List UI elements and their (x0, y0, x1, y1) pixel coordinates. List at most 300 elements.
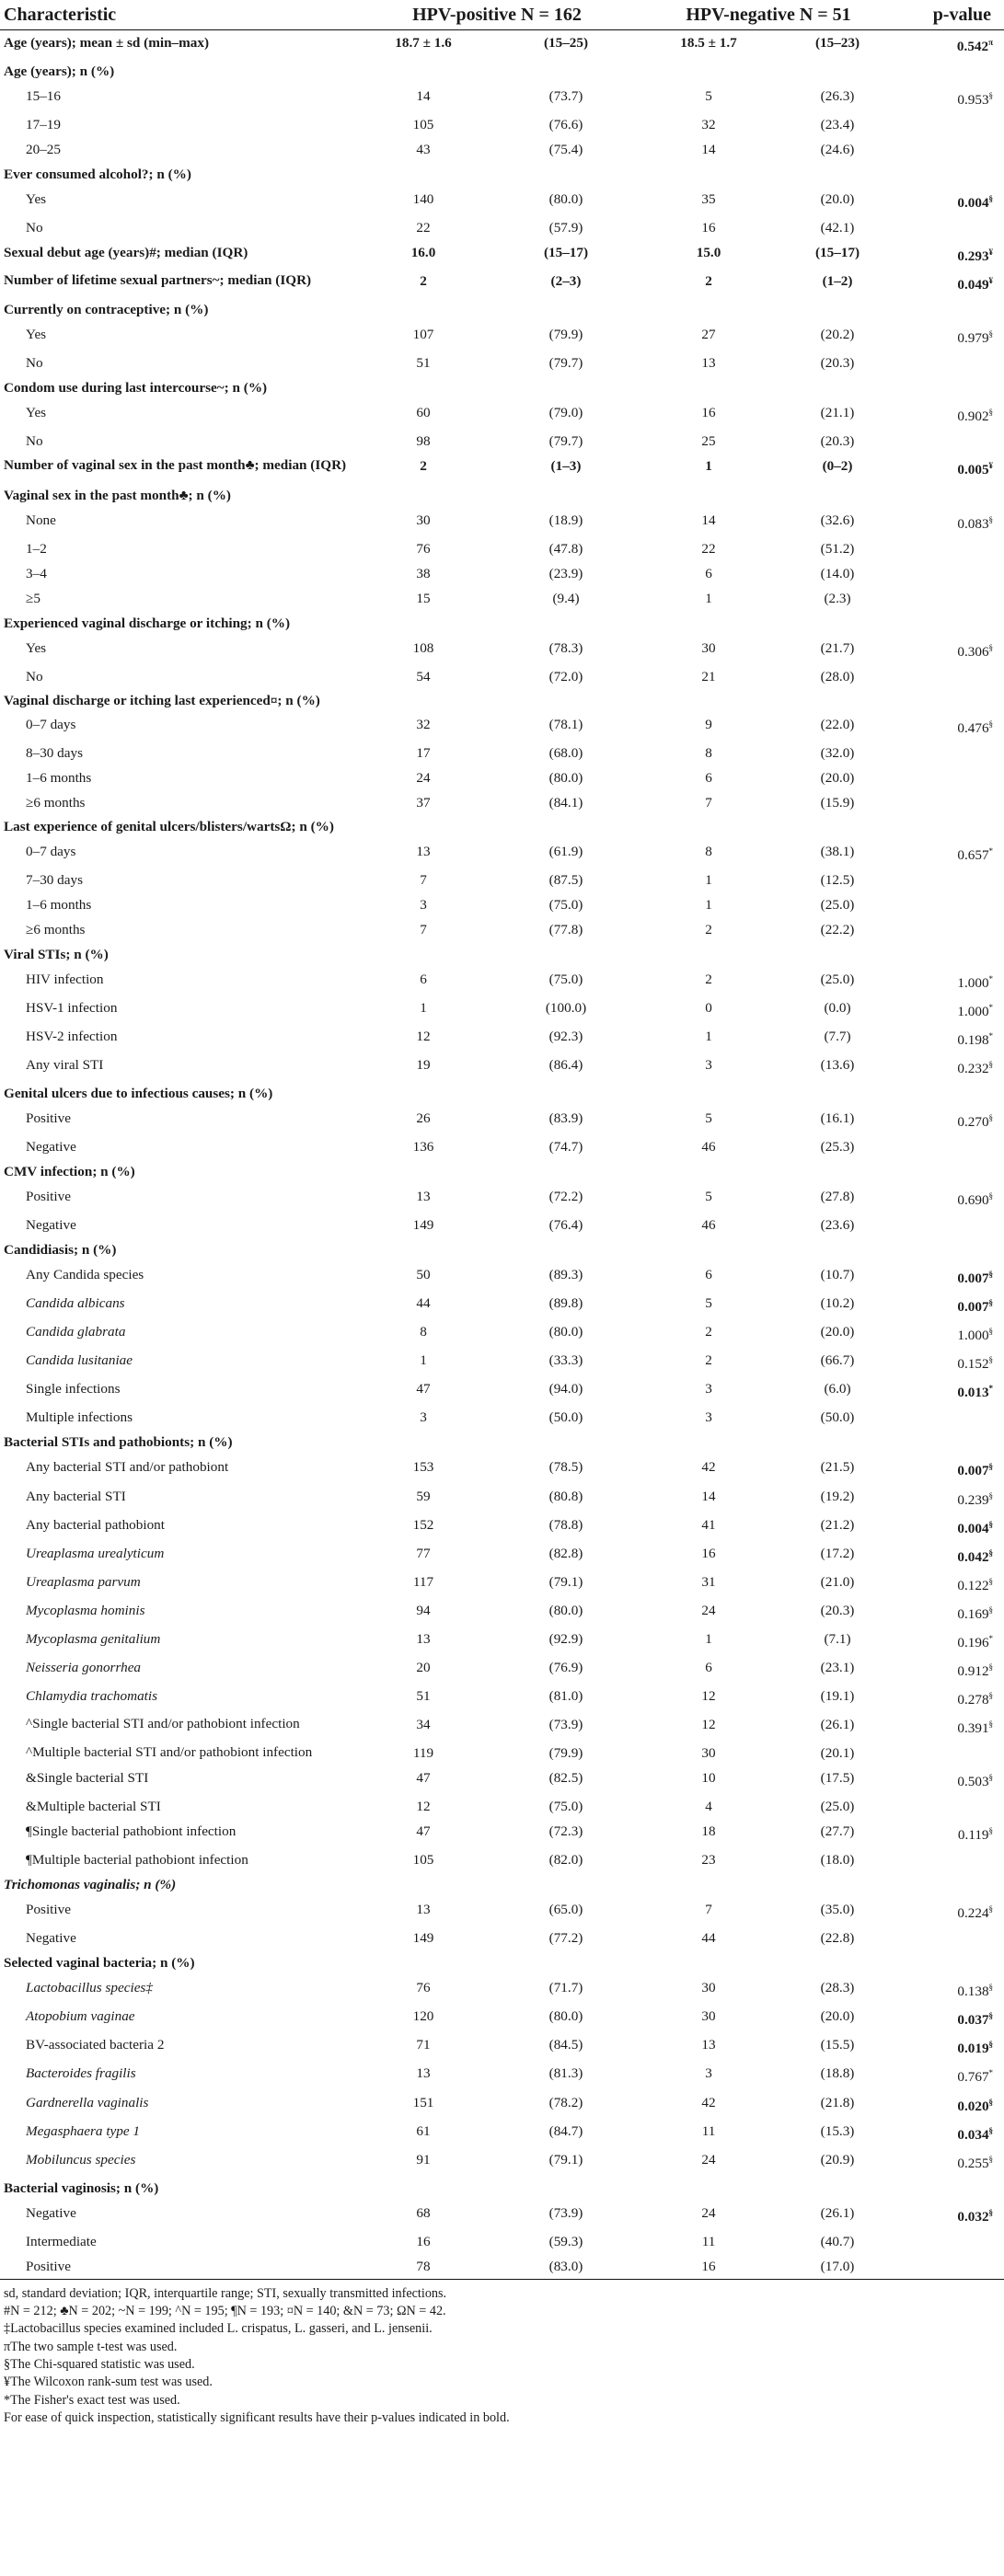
hpv-positive-n: 13 (416, 2065, 431, 2082)
table-row (0, 269, 1004, 297)
hpv-negative-n: 1 (705, 458, 712, 475)
hpv-negative-n: 16 (701, 405, 716, 421)
table-row (0, 967, 1004, 995)
hpv-negative-pct: (20.0) (820, 2008, 855, 2025)
p-value-cell (897, 1541, 1004, 1570)
hpv-negative-n: 30 (701, 1745, 716, 1762)
row-label: Yes (26, 405, 47, 421)
test-symbol: ¥ (988, 461, 994, 471)
row-label: Trichomonas vaginalis; n (%) (4, 1877, 177, 1893)
hpv-positive-n: 152 (412, 1516, 434, 1533)
row-label: Positive (26, 1110, 71, 1126)
table-row (0, 1134, 1004, 1159)
table-row (0, 30, 1004, 60)
hpv-negative-n: 27 (701, 327, 716, 343)
hpv-negative-pct: (28.3) (820, 1980, 855, 1996)
row-label: Selected vaginal bacteria; n (%) (4, 1955, 195, 1972)
p-value: 0.007 (957, 1271, 989, 1287)
row-label: ^Single bacterial STI and/or pathobiont infection (26, 1716, 300, 1731)
table-row (0, 1213, 1004, 1237)
hpv-positive-n: 120 (412, 2008, 434, 2025)
hpv-negative-n: 16 (701, 220, 716, 236)
row-label: No (26, 433, 43, 450)
hpv-negative-n: 12 (701, 1687, 716, 1704)
hpv-positive-pct: (76.9) (548, 1659, 583, 1675)
hpv-positive-n: 26 (416, 1110, 431, 1126)
hpv-negative-n: 30 (701, 2008, 716, 2025)
hpv-positive-n: 51 (416, 1687, 431, 1704)
test-symbol: § (988, 1719, 994, 1729)
table-row (0, 187, 1004, 215)
hpv-positive-pct: (82.0) (548, 1852, 583, 1869)
row-label: Ever consumed alcohol?; n (%) (4, 167, 191, 183)
hpv-positive-pct: (57.9) (548, 220, 583, 236)
row-label: Any bacterial STI and/or pathobiont (26, 1459, 229, 1476)
table-row (0, 1052, 1004, 1081)
p-value: 0.013 (957, 1385, 989, 1401)
test-symbol: § (988, 719, 994, 730)
hpv-negative-n: 11 (701, 2122, 716, 2139)
table-row (0, 1512, 1004, 1541)
table-row (0, 1926, 1004, 1950)
test-symbol: * (988, 845, 994, 856)
hpv-positive-pct: (72.0) (548, 668, 583, 684)
hpv-positive-pct: (80.8) (548, 1488, 583, 1504)
p-value: 0.391 (957, 1720, 989, 1737)
hpv-positive-pct: (75.0) (548, 1799, 583, 1815)
p-value-cell (897, 790, 1004, 815)
p-value-cell (897, 322, 1004, 351)
table-row (0, 137, 1004, 162)
header-hpv-negative: HPV-negative N = 51 (640, 0, 897, 30)
p-value-cell (897, 561, 1004, 586)
row-label: Mobiluncus species (26, 2151, 136, 2168)
hpv-negative-pct: (23.6) (820, 1217, 855, 1234)
test-symbol: § (988, 1662, 994, 1672)
table-row (0, 1598, 1004, 1627)
p-value-cell (897, 1741, 1004, 1765)
hpv-positive-n: 6 (420, 971, 427, 987)
p-value-cell (897, 1655, 1004, 1684)
row-label: 17–19 (26, 117, 61, 133)
p-value: 0.004 (957, 1520, 989, 1536)
row-label: 1–6 months (26, 896, 92, 913)
hpv-negative-pct: (20.3) (820, 355, 855, 372)
hpv-negative-n: 6 (705, 1659, 712, 1675)
hpv-positive-pct: (78.3) (548, 639, 583, 656)
row-label: Multiple infections (26, 1409, 133, 1426)
hpv-positive-pct: (80.0) (548, 191, 583, 208)
hpv-negative-pct: (15–17) (814, 245, 860, 261)
p-value: 0.902 (957, 408, 989, 425)
hpv-positive-n: 50 (416, 1267, 431, 1283)
p-value-cell (897, 1897, 1004, 1926)
p-value-cell (897, 454, 1004, 482)
table-row (0, 1159, 1004, 1184)
hpv-positive-pct: (92.3) (548, 1028, 583, 1044)
p-value-cell (897, 2061, 1004, 2089)
hpv-negative-pct: (18.8) (820, 2065, 855, 2082)
hpv-positive-pct: (2–3) (550, 273, 582, 290)
hpv-positive-pct: (72.2) (548, 1189, 583, 1205)
table-row (0, 1319, 1004, 1348)
table-row (0, 2004, 1004, 2032)
hpv-negative-n: 2 (705, 1352, 712, 1369)
hpv-positive-n: 16.0 (410, 245, 436, 261)
row-label: Sexual debut age (years)#; median (IQR) (4, 245, 248, 261)
hpv-negative-n: 16 (701, 1545, 716, 1561)
table-row (0, 892, 1004, 917)
hpv-negative-n: 11 (701, 2233, 716, 2249)
hpv-positive-n: 16 (416, 2233, 431, 2249)
hpv-negative-n: 22 (701, 540, 716, 557)
hpv-positive-pct: (79.7) (548, 433, 583, 450)
hpv-positive-n: 105 (412, 117, 434, 133)
hpv-positive-pct: (82.8) (548, 1545, 583, 1561)
p-value-cell (897, 112, 1004, 137)
hpv-positive-n: 37 (416, 795, 431, 811)
row-label: Currently on contraceptive; n (%) (4, 302, 209, 318)
row-label: Megasphaera type 1 (26, 2122, 140, 2139)
hpv-negative-n: 3 (705, 2065, 712, 2082)
hpv-positive-n: 34 (416, 1717, 431, 1732)
hpv-negative-pct: (25.3) (820, 1139, 855, 1156)
p-value-cell (897, 1455, 1004, 1483)
p-value-cell (897, 2090, 1004, 2119)
hpv-positive-pct: (9.4) (552, 590, 580, 606)
row-label: &Single bacterial STI (26, 1770, 149, 1787)
hpv-positive-n: 119 (412, 1745, 434, 1762)
hpv-negative-n: 13 (701, 355, 716, 372)
hpv-negative-pct: (20.3) (820, 433, 855, 450)
footnote-line: *The Fisher's exact test was used. (4, 2392, 180, 2408)
p-value-cell (897, 1975, 1004, 2004)
p-value-cell (897, 1926, 1004, 1950)
p-value: 0.476 (957, 720, 989, 737)
p-value: 0.169 (957, 1605, 989, 1622)
p-value: 0.083 (957, 515, 989, 532)
p-value: 0.953 (957, 92, 989, 109)
row-label: Experienced vaginal discharge or itching; n (%) (4, 615, 291, 631)
hpv-negative-n: 5 (705, 1110, 712, 1126)
hpv-positive-n: 61 (416, 2122, 431, 2139)
p-value-cell (897, 1847, 1004, 1872)
test-symbol: § (988, 1191, 994, 1202)
header-characteristic: Characteristic (0, 0, 354, 30)
table-row (0, 689, 1004, 713)
hpv-negative-n: 42 (701, 1459, 716, 1476)
hpv-positive-pct: (80.0) (548, 1324, 583, 1340)
table-row (0, 536, 1004, 561)
hpv-negative-n: 14 (701, 142, 716, 158)
hpv-negative-n: 3 (705, 1056, 712, 1073)
hpv-negative-pct: (27.7) (820, 1823, 855, 1840)
hpv-negative-n: 30 (701, 1980, 716, 1996)
p-value-cell (897, 1291, 1004, 1319)
p-value-cell (897, 1184, 1004, 1213)
hpv-negative-n: 5 (705, 88, 712, 105)
table-row (0, 483, 1004, 508)
p-value-cell (897, 712, 1004, 741)
p-value-cell (897, 536, 1004, 561)
p-value: 0.270 (957, 1114, 989, 1131)
table-row (0, 1262, 1004, 1291)
p-value: 0.034 (957, 2126, 989, 2143)
hpv-negative-pct: (19.2) (820, 1488, 855, 1504)
p-value: 0.122 (957, 1577, 989, 1593)
hpv-negative-pct: (2.3) (824, 590, 851, 606)
hpv-positive-pct: (86.4) (548, 1056, 583, 1073)
row-label: Negative (26, 1930, 76, 1947)
test-symbol: § (988, 2125, 994, 2135)
hpv-negative-pct: (20.1) (820, 1745, 855, 1762)
p-value-cell (897, 2032, 1004, 2061)
row-label: Negative (26, 1139, 76, 1156)
p-value: 1.000 (957, 974, 989, 991)
hpv-positive-pct: (75.0) (548, 971, 583, 987)
test-symbol: § (988, 1690, 994, 1700)
test-symbol: § (988, 1059, 994, 1069)
hpv-negative-pct: (0.0) (824, 999, 851, 1016)
table-row (0, 1081, 1004, 1106)
hpv-positive-n: 76 (416, 540, 431, 557)
hpv-positive-n: 153 (412, 1459, 434, 1476)
p-value: 0.224 (957, 1905, 989, 1922)
hpv-positive-n: 7 (420, 871, 427, 888)
hpv-negative-pct: (23.1) (820, 1659, 855, 1675)
hpv-negative-n: 35 (701, 191, 716, 208)
table-row (0, 1847, 1004, 1872)
hpv-negative-pct: (26.1) (820, 2204, 855, 2221)
test-symbol: § (988, 1604, 994, 1615)
p-value-cell (897, 1213, 1004, 1237)
row-label: Negative (26, 2204, 76, 2221)
table-row (0, 815, 1004, 839)
table-row (0, 1184, 1004, 1213)
hpv-positive-n: 91 (416, 2151, 431, 2168)
p-value: 0.767 (957, 2069, 989, 2086)
table-row (0, 561, 1004, 586)
hpv-positive-n: 32 (416, 717, 431, 733)
table-row (0, 790, 1004, 815)
table-row (0, 1405, 1004, 1430)
row-label: Ureaplasma urealyticum (26, 1545, 165, 1561)
hpv-positive-pct: (89.3) (548, 1267, 583, 1283)
table-row (0, 741, 1004, 765)
footnote-line: sd, standard deviation; IQR, interquartile range; STI, sexually transmitted infections. (4, 2285, 447, 2301)
test-symbol: § (988, 329, 994, 339)
p-value: 0.239 (957, 1491, 989, 1508)
hpv-positive-pct: (76.4) (548, 1217, 583, 1234)
hpv-negative-pct: (15–23) (814, 35, 860, 51)
table-row (0, 1627, 1004, 1655)
p-value: 0.293 (957, 248, 989, 265)
table-row (0, 2061, 1004, 2089)
p-value: 0.020 (957, 2098, 989, 2114)
p-value: 1.000 (957, 1003, 989, 1019)
p-value-cell (897, 2147, 1004, 2176)
test-symbol: § (988, 1773, 994, 1783)
test-symbol: * (988, 1633, 994, 1643)
hpv-negative-n: 2 (705, 971, 712, 987)
hpv-positive-n: 17 (416, 745, 431, 762)
p-value-cell (897, 2004, 1004, 2032)
p-value-cell (897, 917, 1004, 942)
hpv-negative-n: 0 (705, 999, 712, 1016)
row-label: Single infections (26, 1381, 121, 1397)
row-label: Bacteroides fragilis (26, 2065, 136, 2082)
test-symbol: § (988, 1826, 994, 1836)
p-value-cell (897, 2254, 1004, 2280)
test-symbol: § (988, 408, 994, 418)
hpv-negative-pct: (17.5) (820, 1770, 855, 1787)
hpv-positive-n: 151 (412, 2094, 434, 2110)
table-row (0, 2201, 1004, 2229)
hpv-positive-pct: (79.1) (548, 2151, 583, 2168)
hpv-negative-pct: (22.0) (820, 717, 855, 733)
hpv-positive-pct: (78.2) (548, 2094, 583, 2110)
table-row (0, 611, 1004, 636)
hpv-negative-n: 3 (705, 1381, 712, 1397)
row-label: Any bacterial STI (26, 1488, 126, 1504)
hpv-negative-pct: (12.5) (820, 871, 855, 888)
row-label: BV-associated bacteria 2 (26, 2037, 165, 2053)
hpv-negative-n: 1 (705, 590, 712, 606)
hpv-positive-n: 71 (416, 2037, 431, 2053)
hpv-positive-n: 15 (416, 590, 431, 606)
row-label: Candida albicans (26, 1295, 125, 1312)
hpv-positive-pct: (1–3) (550, 458, 582, 475)
row-label: Any bacterial pathobiont (26, 1516, 165, 1533)
hpv-positive-pct: (79.7) (548, 355, 583, 372)
hpv-negative-n: 14 (701, 512, 716, 528)
table-row (0, 1872, 1004, 1897)
hpv-negative-pct: (10.2) (820, 1295, 855, 1312)
hpv-positive-n: 3 (420, 896, 427, 913)
table-row (0, 1712, 1004, 1741)
p-value-cell (897, 995, 1004, 1024)
p-value: 0.152 (957, 1356, 989, 1373)
hpv-positive-pct: (92.9) (548, 1630, 583, 1647)
p-value: 0.007 (957, 1299, 989, 1316)
hpv-positive-pct: (78.8) (548, 1516, 583, 1533)
hpv-positive-pct: (59.3) (548, 2233, 583, 2249)
hpv-negative-pct: (21.8) (820, 2094, 855, 2110)
p-value-cell (897, 1052, 1004, 1081)
table-row (0, 586, 1004, 611)
table-footnotes (0, 2280, 1004, 2427)
hpv-positive-pct: (65.0) (548, 1902, 583, 1918)
hpv-negative-pct: (22.8) (820, 1930, 855, 1947)
test-symbol: § (988, 1576, 994, 1586)
p-value-cell (897, 967, 1004, 995)
hpv-positive-n: 47 (416, 1770, 431, 1787)
row-label: ¶Single bacterial pathobiont infection (26, 1823, 237, 1840)
hpv-positive-n: 94 (416, 1602, 431, 1618)
hpv-negative-n: 23 (701, 1852, 716, 1869)
hpv-negative-pct: (23.4) (820, 117, 855, 133)
test-symbol: § (988, 91, 994, 101)
hpv-positive-pct: (33.3) (548, 1352, 583, 1369)
p-value-cell (897, 2229, 1004, 2254)
p-value-cell (897, 1598, 1004, 1627)
hpv-negative-n: 13 (701, 2037, 716, 2053)
hpv-positive-pct: (80.0) (548, 770, 583, 787)
p-value: 0.032 (957, 2208, 989, 2225)
hpv-negative-pct: (22.2) (820, 921, 855, 937)
p-value-cell (897, 765, 1004, 790)
hpv-positive-pct: (61.9) (548, 843, 583, 859)
hpv-negative-pct: (28.0) (820, 668, 855, 684)
hpv-positive-pct: (94.0) (548, 1381, 583, 1397)
row-label: Candida lusitaniae (26, 1352, 133, 1369)
test-symbol: § (988, 1327, 994, 1337)
table-row (0, 1684, 1004, 1712)
hpv-positive-pct: (84.1) (548, 795, 583, 811)
hpv-negative-pct: (38.1) (820, 843, 855, 859)
hpv-negative-pct: (15.9) (820, 795, 855, 811)
row-label: 20–25 (26, 142, 61, 158)
table-row (0, 664, 1004, 689)
hpv-negative-n: 5 (705, 1189, 712, 1205)
p-value: 0.019 (957, 2041, 989, 2057)
test-symbol: § (988, 194, 994, 204)
hpv-negative-n: 3 (705, 1409, 712, 1426)
hpv-negative-n: 44 (701, 1930, 716, 1947)
hpv-positive-pct: (80.0) (548, 2008, 583, 2025)
hpv-negative-pct: (0–2) (822, 458, 853, 475)
p-value: 0.306 (957, 643, 989, 660)
p-value-cell (897, 508, 1004, 536)
test-symbol: § (988, 2097, 994, 2107)
hpv-positive-pct: (79.9) (548, 327, 583, 343)
hpv-negative-n: 24 (701, 1602, 716, 1618)
hpv-positive-pct: (79.9) (548, 1745, 583, 1762)
hpv-negative-n: 32 (701, 117, 716, 133)
p-value: 0.657 (957, 846, 989, 863)
footnote-line: πThe two sample t-test was used. (4, 2339, 178, 2354)
hpv-negative-n: 6 (705, 770, 712, 787)
hpv-positive-pct: (84.7) (548, 2122, 583, 2139)
row-label: No (26, 668, 43, 684)
hpv-negative-pct: (7.1) (824, 1630, 851, 1647)
hpv-positive-n: 13 (416, 1902, 431, 1918)
hpv-positive-pct: (87.5) (548, 871, 583, 888)
hpv-positive-pct: (68.0) (548, 745, 583, 762)
hpv-positive-pct: (77.2) (548, 1930, 583, 1947)
test-symbol: * (988, 973, 994, 983)
test-symbol: π (988, 38, 994, 47)
table-row (0, 2090, 1004, 2119)
p-value-cell (897, 187, 1004, 215)
hpv-negative-n: 7 (705, 1902, 712, 1918)
row-label: Candida glabrata (26, 1324, 126, 1340)
table-row (0, 942, 1004, 967)
hpv-positive-n: 14 (416, 88, 431, 105)
hpv-positive-pct: (81.3) (548, 2065, 583, 2082)
row-label: Number of vaginal sex in the past month♣; median (IQR) (4, 457, 347, 474)
hpv-positive-n: 76 (416, 1980, 431, 1996)
hpv-positive-n: 140 (412, 191, 434, 208)
table-row (0, 351, 1004, 375)
p-value-cell (897, 1484, 1004, 1512)
hpv-negative-pct: (21.2) (820, 1516, 855, 1533)
row-label: No (26, 220, 43, 236)
row-label: ^Multiple bacterial STI and/or pathobiont infection (26, 1744, 313, 1761)
hpv-positive-pct: (74.7) (548, 1139, 583, 1156)
row-label: Positive (26, 1902, 71, 1918)
row-label: Mycoplasma genitalium (26, 1630, 161, 1647)
